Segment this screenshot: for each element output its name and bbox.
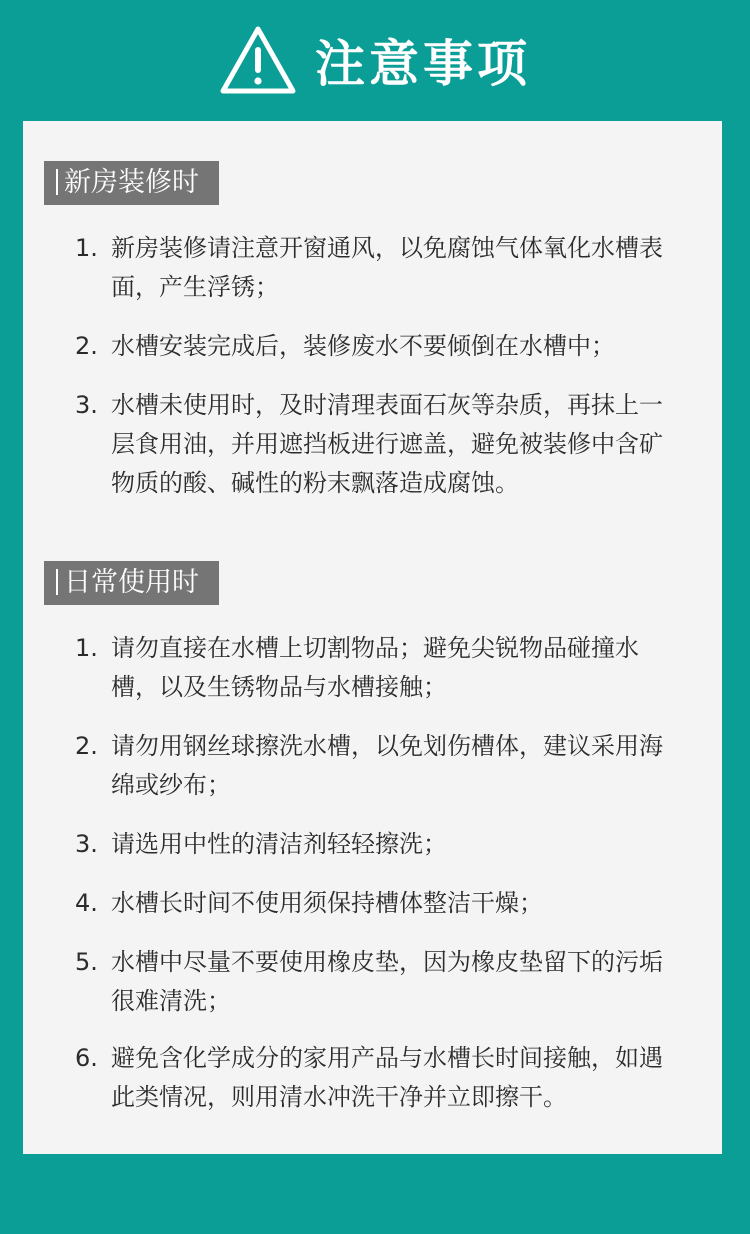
section-title-text: 新房装修时 [64, 167, 199, 198]
content-panel [23, 121, 722, 1154]
list-item-text: 请选用中性的清洁剂轻轻擦洗； [111, 830, 447, 858]
list-item-number: 2. [75, 332, 98, 360]
list-item-number: 3. [75, 830, 98, 858]
warning-triangle-icon [219, 25, 297, 95]
section-title-text: 日常使用时 [64, 567, 199, 598]
list-item-number: 6. [75, 1044, 98, 1072]
list-item-text: 新房装修请注意开窗通风，以免腐蚀气体氧化水槽表面，产生浮锈； [111, 234, 663, 301]
list-item [75, 884, 685, 923]
section-title-daily-use [44, 561, 219, 605]
list-item-number: 4. [75, 889, 98, 917]
list-item-number: 3. [75, 391, 98, 419]
list-item-text: 避免含化学成分的家用产品与水槽长时间接触，如遇此类情况，则用清水冲洗干净并立即擦干。 [111, 1044, 663, 1111]
list-item [75, 825, 685, 864]
list-item-number: 1. [75, 634, 98, 662]
section-title-bar [56, 169, 58, 195]
list-item [75, 386, 685, 503]
list-item [75, 229, 685, 307]
page-header [0, 0, 750, 120]
list-item-number: 1. [75, 234, 98, 262]
page-title: 注意事项 [315, 35, 531, 93]
list-item-text: 请勿用钢丝球擦洗水槽，以免划伤槽体，建议采用海绵或纱布； [111, 732, 663, 799]
list-item [75, 327, 685, 366]
list-item [75, 629, 685, 707]
list-item-number: 5. [75, 948, 98, 976]
list-item-text: 水槽长时间不使用须保持槽体整洁干燥； [111, 889, 543, 917]
list-item-text: 水槽未使用时，及时清理表面石灰等杂质，再抹上一层食用油，并用遮挡板进行遮盖，避免被装修中含矿物质的酸、碱性的粉末飘落造成腐蚀。 [111, 391, 663, 497]
list-item-text: 请勿直接在水槽上切割物品；避免尖锐物品碰撞水槽，以及生锈物品与水槽接触； [111, 634, 639, 701]
list-item [75, 1039, 685, 1117]
section-title-bar [56, 569, 58, 595]
list-item [75, 943, 685, 1021]
section-title-renovation [44, 161, 219, 205]
list-item [75, 727, 685, 805]
list-item-text: 水槽中尽量不要使用橡皮垫，因为橡皮垫留下的污垢很难清洗； [111, 948, 663, 1015]
list-item-text: 水槽安装完成后，装修废水不要倾倒在水槽中； [111, 332, 615, 360]
list-item-number: 2. [75, 732, 98, 760]
